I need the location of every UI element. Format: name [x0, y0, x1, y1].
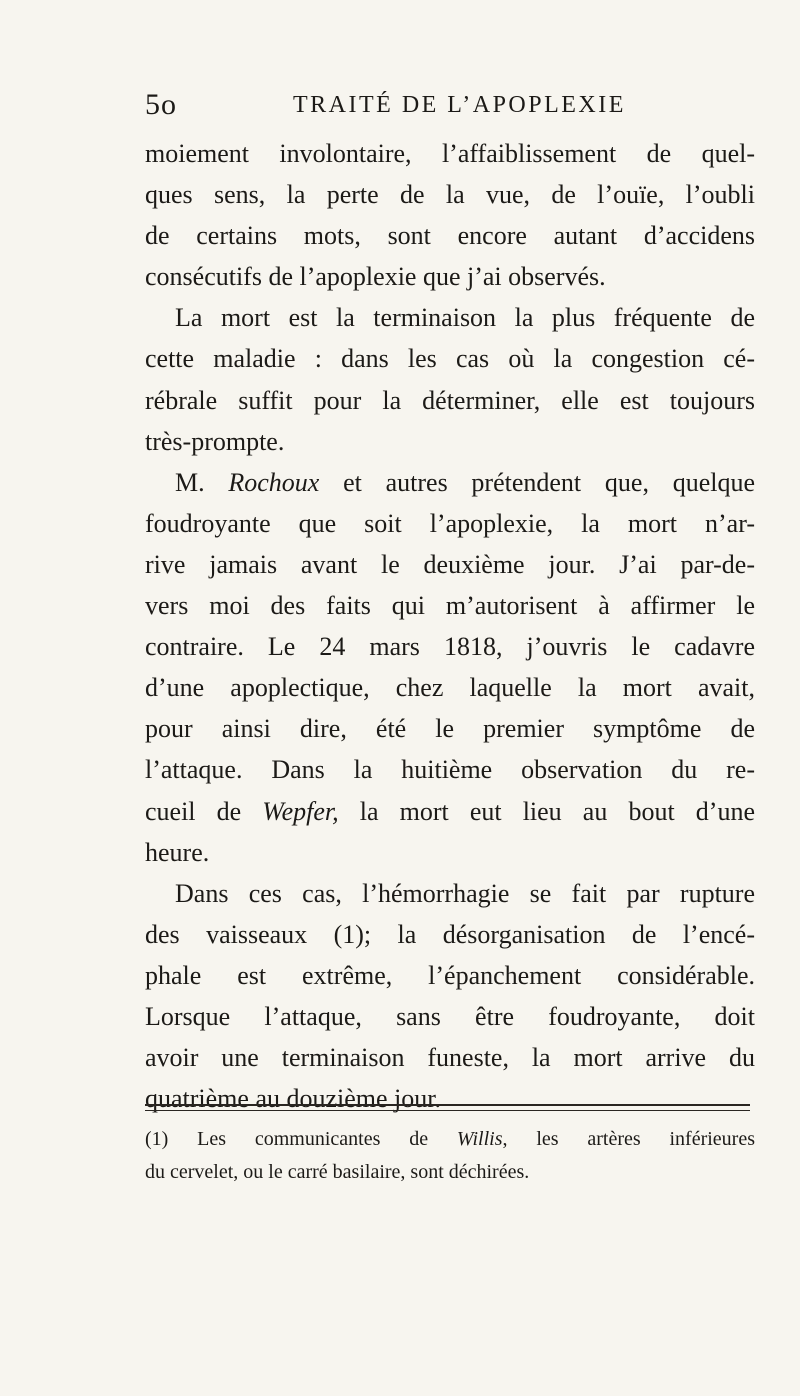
- text-line: cette maladie : dans les cas où la congestion cé-: [145, 344, 755, 374]
- footnote: [145, 1123, 755, 1189]
- text-line: très-prompte.: [145, 426, 285, 456]
- text-segment: (1) Les communicantes de: [145, 1128, 457, 1150]
- footnote-divider: [145, 1104, 750, 1106]
- text-line: rive jamais avant le deuxième jour. J’ai par-de-: [145, 549, 755, 579]
- text-line: vers moi des faits qui m’autorisent à affirmer le: [145, 591, 755, 621]
- text-segment: cueil de: [145, 796, 263, 826]
- text-line: des vaisseaux (1); la désorganisation de l’encé-: [145, 919, 755, 949]
- text-line: La mort est la terminaison la plus fréquente de: [175, 303, 755, 333]
- text-segment: la mort eut lieu au bout d’une: [338, 796, 755, 826]
- text-line: ques sens, la perte de la vue, de l’ouïe, l’oubli: [145, 180, 755, 210]
- page-number: 5o: [145, 88, 177, 121]
- text-line: de certains mots, sont encore autant d’accidens: [145, 221, 755, 251]
- footnote-divider-thin: [145, 1110, 750, 1111]
- text-line: Dans ces cas, l’hémorrhagie se fait par rupture: [175, 878, 755, 908]
- text-line: foudroyante que soit l’apoplexie, la mort n’ar-: [145, 508, 755, 538]
- author-name-rochoux: Rochoux: [228, 467, 320, 497]
- text-line: pour ainsi dire, été le premier symptôme de: [145, 714, 755, 744]
- text-line: l’attaque. Dans la huitième observation du re-: [145, 755, 755, 785]
- text-line: [145, 462, 755, 503]
- text-line: consécutifs de l’apoplexie que j’ai observés.: [145, 262, 606, 292]
- text-line: quatrième au douzième jour.: [145, 1084, 442, 1114]
- text-line: heure.: [145, 837, 210, 867]
- running-title: TRAITÉ DE L’APOPLEXIE: [293, 92, 626, 118]
- footnote-line: du cervelet, ou le carré basilaire, sont déchirées.: [145, 1161, 530, 1183]
- text-segment: et autres prétendent que, quelque: [319, 467, 755, 497]
- text-line: rébrale suffit pour la déterminer, elle est toujours: [145, 385, 755, 415]
- footnote-line: [145, 1123, 755, 1156]
- text-line: Lorsque l’attaque, sans être foudroyante, doit: [145, 1001, 755, 1031]
- text-line: [145, 791, 755, 832]
- text-line: phale est extrême, l’épanchement considérable.: [145, 960, 755, 990]
- text-segment: , les artères inférieures: [502, 1128, 756, 1150]
- author-name-wepfer: Wepfer,: [262, 796, 339, 826]
- text-line: moiement involontaire, l’affaiblissement de quel-: [145, 139, 755, 168]
- text-line: d’une apoplectique, chez laquelle la mort avait,: [145, 673, 755, 703]
- text-line: avoir une terminaison funeste, la mort arrive du: [145, 1043, 755, 1073]
- author-name-willis: Willis: [456, 1128, 503, 1150]
- text-line: contraire. Le 24 mars 1818, j’ouvris le cadavre: [145, 632, 755, 662]
- body-text: [145, 133, 755, 1119]
- page-header: [135, 88, 760, 128]
- text-segment: M.: [175, 467, 229, 497]
